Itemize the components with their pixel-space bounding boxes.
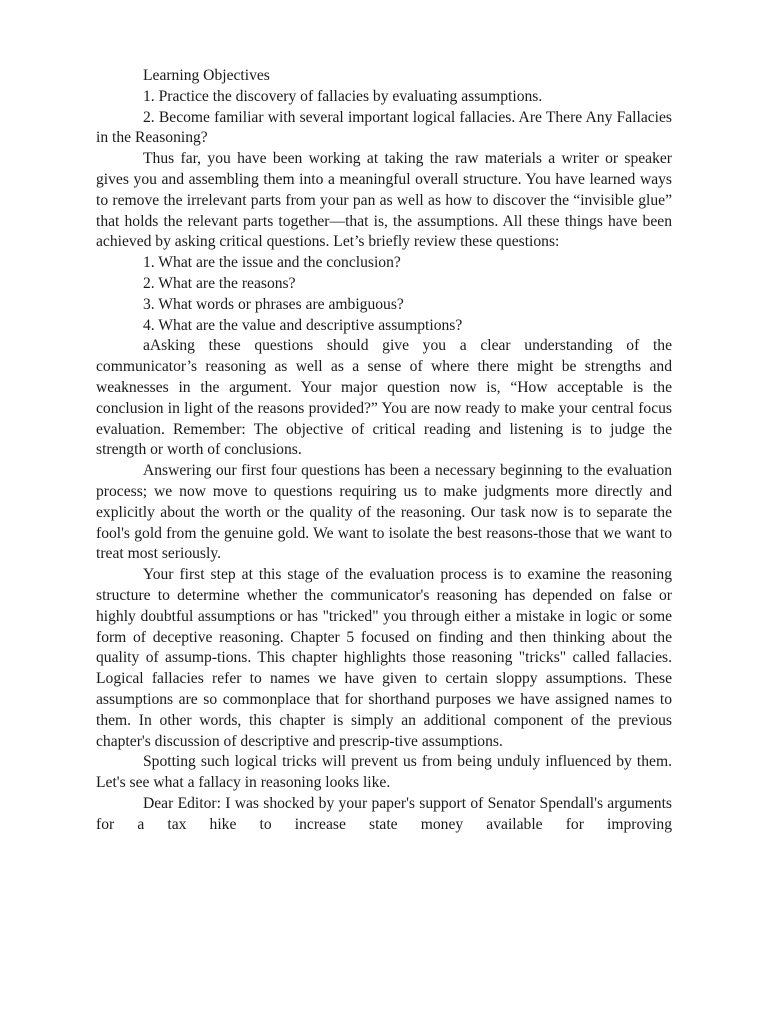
objective-1: 1. Practice the discovery of fallacies by evaluating assumptions.: [143, 87, 543, 105]
question-2: 2. What are the reasons?: [143, 274, 296, 292]
objective-2: 2. Become familiar with several important logical fallacies. Are There Any Fallacies in the Reasoning?: [96, 108, 672, 147]
learning-objectives-heading: Learning Objectives: [143, 67, 270, 84]
question-4: 4. What are the value and descriptive assumptions?: [143, 316, 463, 334]
intro-paragraph: Thus far, you have been working at taking the raw materials a writer or speaker gives you and assembling them into a meaningful overall structure. You have learned ways to remove the irrelevant parts from your pan as well as how to discover the “invisible glue” that holds the relevant parts together—that is, the assumptions. All these things have been achieved by asking critical questions. Let’s briefly review these questions:: [96, 150, 672, 251]
first-step-paragraph: Your first step at this stage of the evaluation process is to examine the reasoning structure to determine whether the communicator's reasoning has depended on false or highly doubtful assumptions or has "tricked" you through either a mistake in logic or some form of deceptive reasoning. Chapter 5 focused on finding and then thinking about the quality of assump-tions. This chapter highlights those reasoning "tricks" called fallacies. Logical fallacies refer to names we have given to certain sloppy assumptions. These assumptions are so commonplace that for shorthand purposes we have assigned names to them. In other words, this chapter is simply an additional component of the previous chapter's discussion of descriptive and prescrip-tive assumptions.: [96, 566, 672, 750]
letter-paragraph: Dear Editor: I was shocked by your paper's support of Senator Spendall's arguments for a tax hike to increase state money available for improving: [96, 794, 672, 833]
spotting-paragraph: Spotting such logical tricks will prevent us from being unduly influenced by them. Let's see what a fallacy in reasoning looks like.: [96, 753, 672, 792]
answering-paragraph: Answering our first four questions has been a necessary beginning to the evaluation process; we now move to questions requiring us to make judgments more directly and explicitly about the worth or the quality of the reasoning. Our task now is to separate the fool's gold from the genuine gold. We want to isolate the best reasons-those that we want to treat most seriously.: [96, 462, 672, 563]
asking-paragraph: aAsking these questions should give you a clear understanding of the communicator’s reasoning as well as a sense of where there might be strengths and weaknesses in the argument. Your major question now is, “How acceptable is the conclusion in light of the reasons provided?” You are now ready to make your central focus evaluation. Remember: The objective of critical reading and listening is to judge the strength or worth of conclusions.: [96, 337, 672, 459]
question-3: 3. What words or phrases are ambiguous?: [143, 295, 404, 313]
document-page: [96, 66, 672, 835]
question-1: 1. What are the issue and the conclusion?: [143, 254, 401, 272]
